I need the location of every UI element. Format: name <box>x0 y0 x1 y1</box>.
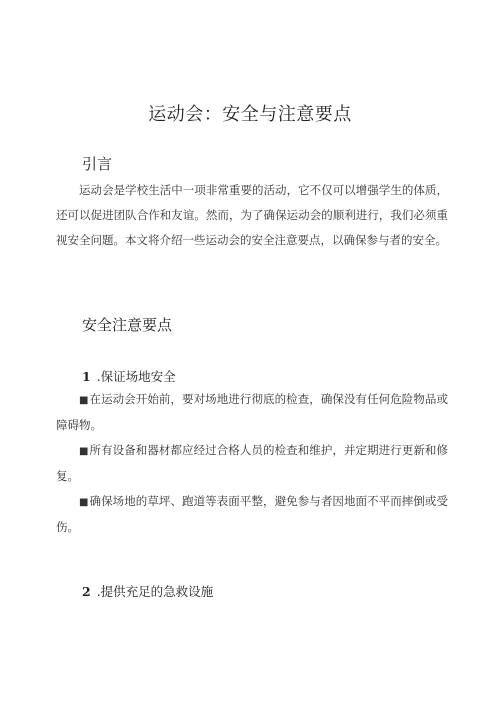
section-1-number: 1 <box>82 369 91 384</box>
section-1-heading <box>82 367 176 385</box>
page-title: 运动会：安全与注意要点 <box>148 104 352 125</box>
bullet-text: 确保场地的草坪、跑道等表面平整，避免参与者因地面不平而摔倒或受伤。 <box>56 494 448 534</box>
bullet-text: 所有设备和器材都应经过合格人员的检查和维护，并定期进行更新和修复。 <box>56 443 448 483</box>
section-2-title: .提供充足的急救设施 <box>96 584 214 599</box>
bullet-text: 在运动会开始前，要对场地进行彻底的检查，确保没有任何危险物品或障碍物。 <box>56 392 448 432</box>
bullet-item <box>56 438 448 489</box>
bullet-item <box>56 489 448 540</box>
section-1-title: .保证场地安全 <box>96 369 176 384</box>
intro-heading: 引言 <box>82 155 113 173</box>
safety-heading: 安全注意要点 <box>82 316 173 334</box>
bullet-item <box>56 387 448 438</box>
section-2-heading <box>82 582 213 600</box>
bullet-square-icon: ■ <box>79 446 89 457</box>
bullet-square-icon: ■ <box>79 497 89 508</box>
section-2-number: 2 <box>82 584 91 599</box>
bullet-square-icon: ■ <box>79 395 89 406</box>
intro-paragraph: 运动会是学校生活中一项非常重要的活动，它不仅可以增强学生的体质，还可以促进团队合作和友谊。然而，为了确保运动会的顺利进行，我们必须重视安全问题。本文将介绍一些运动会的安全注意要点，以确保参与者的安全。 <box>56 183 448 247</box>
